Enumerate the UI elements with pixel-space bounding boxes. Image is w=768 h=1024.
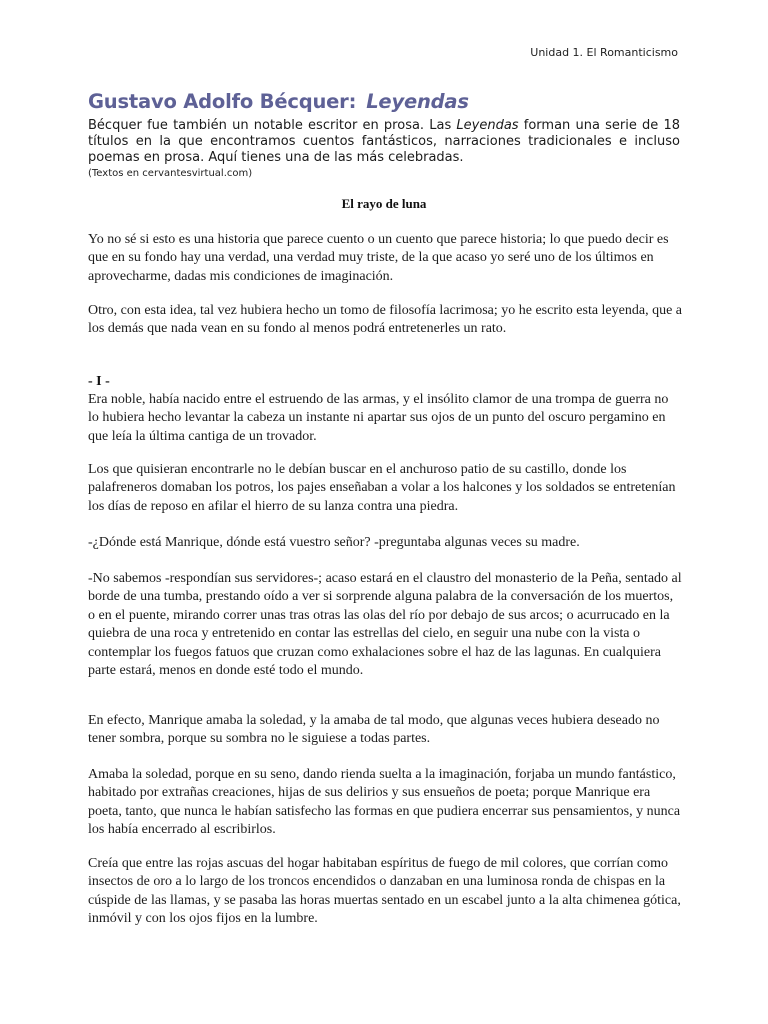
story-paragraph-3: Era noble, había nacido entre el estruendo de las armas, y el insólito clamor de una trompa de guerra no lo hubiera hecho levantar la cabeza un instante ni apartar sus ojos de un punto del oscuro pergamino en que leía la última cantiga de un trovador.: [88, 392, 669, 444]
story-paragraph-8: Amaba la soledad, porque en su seno, dando rienda suelta a la imaginación, forjaba un mundo fantástico, habitado por extrañas creaciones, hijas de sus delirios y sus ensueños de poeta; porque Manrique era poeta, tanto, que nunca le habían satisfecho las formas en que pudiera encerrar sus pensamientos, y nunca los había encerrado al escribirlos.: [88, 767, 681, 838]
intro-text-italic: Leyendas: [456, 118, 519, 133]
intro-text-2: forman una serie de 18 títulos en la que encontramos cuentos fantásticos, narraciones tradicionales e incluso poemas en prosa. Aquí tienes una de las más celebradas.: [88, 118, 680, 166]
story-paragraph-6: -No sabemos -respondían sus servidores-; acaso estará en el claustro del monasterio de la Peña, sentado al borde de una tumba, prestando oído a ver si sorprende alguna palabra de la conversación de los muertos, o en el puente, mirando correr unas tras otras las olas del río por debajo de sus arcos; o acurrucado en la quiebra de una roca y entretenido en contar las estrellas del cielo, en seguir una nube con la vista o contemplar los fuegos fatuos que cruzan como exhalaciones sobre el haz de las lagunas. En cualquiera parte estará, menos en donde esté todo el mundo.: [88, 571, 682, 679]
title-author: Gustavo Adolfo Bécquer:: [88, 90, 357, 113]
chapter-heading: - I -: [88, 374, 110, 389]
story-paragraph-9: Creía que entre las rojas ascuas del hogar habitaban espíritus de fuego de mil colores, que corrían como insectos de oro a lo largo de los troncos encendidos o danzaban en una luminosa ronda de chispas en la cúspide de las llamas, y se pasaba las horas muertas sentado en un escabel junto a la alta chimenea gótica, inmóvil y con los ojos fijos en la lumbre.: [88, 856, 681, 927]
story-paragraph-2: Otro, con esta idea, tal vez hubiera hecho un tomo de filosofía lacrimosa; yo he escrito esta leyenda, que a los demás que nada vean en su fondo al menos podrá entretenerles un rato.: [88, 303, 683, 337]
source-note: (Textos en cervantesvirtual.com): [88, 168, 253, 179]
story-paragraph-1: Yo no sé si esto es una historia que parece cuento o un cuento que parece historia; lo que puedo decir es que en su fondo hay una verdad, una verdad muy triste, de la que acaso yo seré uno de los últimos en aprovecharme, dadas mis condiciones de imaginación.: [88, 232, 669, 284]
running-header: Unidad 1. El Romanticismo: [530, 46, 678, 59]
title-work: Leyendas: [366, 90, 469, 113]
story-paragraph-4: Los que quisieran encontrarle no le debían buscar en el anchuroso patio de su castillo, donde los palafreneros domaban los potros, los pajes enseñaban a volar a los halcones y los soldados se entretenían los días de reposo en afilar el hierro de su lanza contra una piedra.: [88, 462, 676, 514]
page-title: [88, 90, 469, 113]
story-paragraph-7: En efecto, Manrique amaba la soledad, y la amaba de tal modo, que algunas veces hubiera deseado no tener sombra, porque su sombra no le siguiese a todas partes.: [88, 713, 660, 747]
intro-paragraph: [88, 118, 680, 167]
intro-text-1: Bécquer fue también un notable escritor en prosa. Las: [88, 118, 457, 133]
story-paragraph-5: -¿Dónde está Manrique, dónde está vuestro señor? -preguntaba algunas veces su madre.: [88, 535, 580, 550]
story-title: El rayo de luna: [341, 196, 427, 211]
